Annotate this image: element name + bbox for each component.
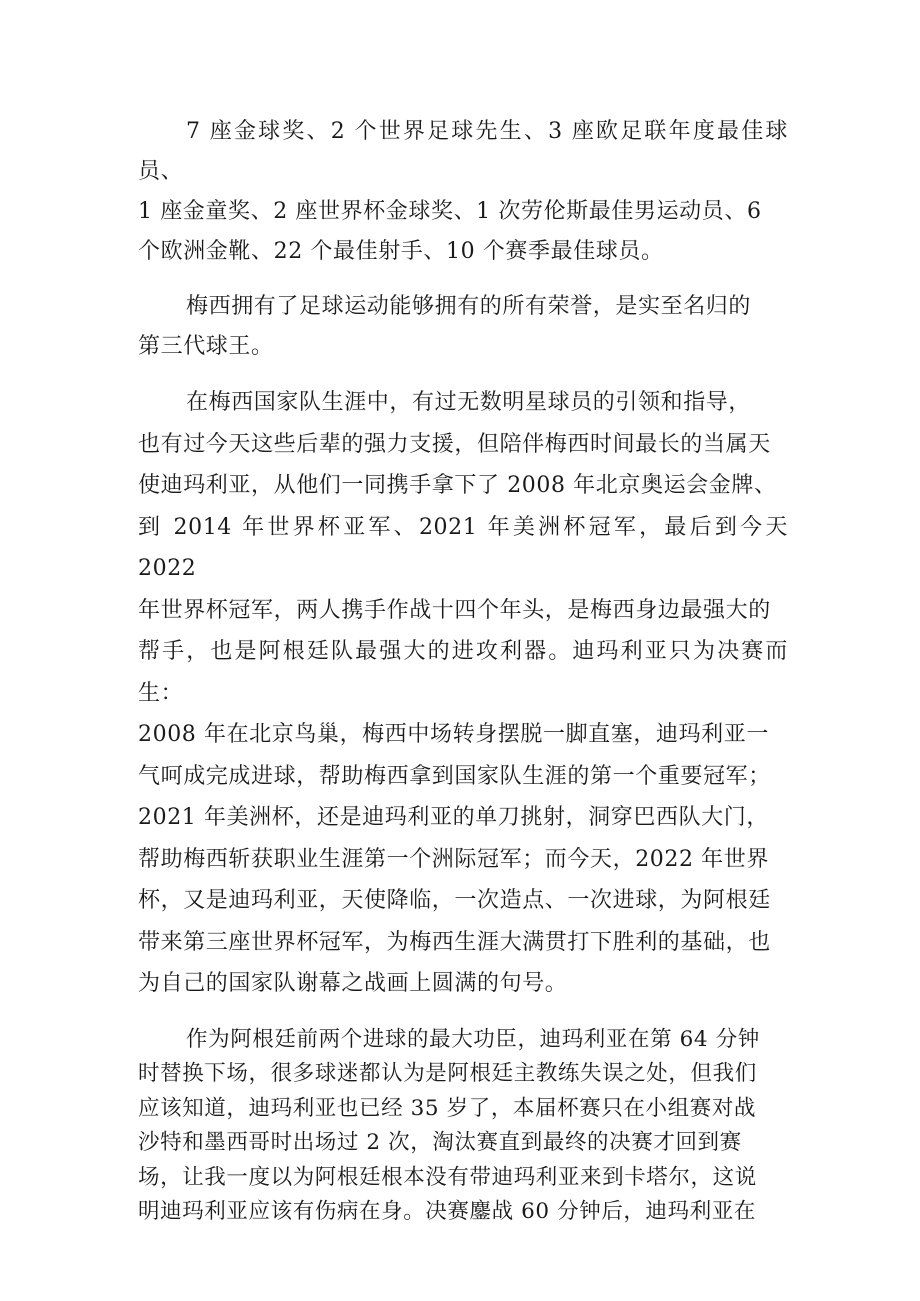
paragraph-honors-list: 7 座金球奖、2 个世界足球先生、3 座欧足联年度最佳球员、 1 座金童奖、2 座世界杯金球奖、1 次劳伦斯最佳男运动员、6 个欧洲金靴、22 个最佳射手、10 个赛季最佳球员。 bbox=[138, 119, 788, 264]
paragraph-di-maria-career: 在梅西国家队生涯中，有过无数明星球员的引领和指导， 也有过今天这些后辈的强力支援，但陪伴梅西时间最长的当属天 使迪玛利亚，从他们一同携手拿下了 2008 年北京奥运会金牌、 到 2014 年世界杯亚军、2021 年美洲杯冠军，最后到今天 2022 年世界杯冠军，两人携手作战十四个年头，是梅西身边最强大的 帮手，也是阿根廷队最强大的进攻利器。迪玛利亚只为决赛而生： 2008 年在北京鸟巢，梅西中场转身摆脱一脚直塞，迪玛利亚一 气呵成完成进球，帮助梅西拿到国家队生涯的第一个重要冠军； 2021 年美洲杯，还是迪玛利亚的单刀挑射，洞穿巴西队大门， 帮助梅西斩获职业生涯第一个洲际冠军；而今天，2022 年世界 杯，又是迪玛利亚，天使降临，一次造点、一次进球，为阿根廷 带来第三座世界杯冠军，为梅西生涯大满贯打下胜利的基础，也 为自己的国家队谢幕之战画上圆满的句号。 bbox=[138, 390, 788, 996]
paragraph-di-maria-substitution: 作为阿根廷前两个进球的最大功臣，迪玛利亚在第 64 分钟 时替换下场，很多球迷都认为是阿根廷主教练失误之处，但我们 应该知道，迪玛利亚也已经 35 岁了，本届杯赛只在小组赛对战 沙特和墨西哥时出场过 2 次，淘汰赛直到最终的决赛才回到赛 场，让我一度以为阿根廷根本没有带迪玛利亚来到卡塔尔，这说 明迪玛利亚应该有伤病在身。决赛鏖战 60 分钟后，迪玛利亚在 bbox=[138, 1026, 760, 1224]
document-page bbox=[138, 112, 788, 1230]
paragraph-football-king: 梅西拥有了足球运动能够拥有的所有荣誉，是实至名归的 第三代球王。 bbox=[138, 294, 752, 359]
